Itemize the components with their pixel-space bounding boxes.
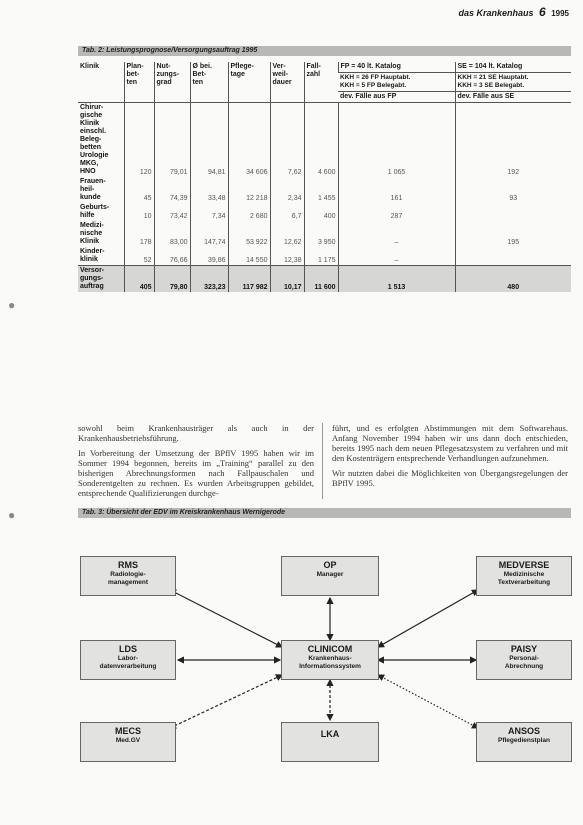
table-cell: 6,7 bbox=[270, 203, 304, 221]
table-cell: – bbox=[338, 247, 455, 266]
table-cell: 34 606 bbox=[228, 103, 270, 178]
box-subtitle: Manager bbox=[316, 571, 344, 578]
connector-rms bbox=[170, 590, 282, 647]
table-cell: 83,00 bbox=[154, 221, 190, 247]
paragraph: sowohl beim Krankenhausträger als auch in der Krankenhausbetriebsführung. bbox=[78, 423, 314, 443]
se-cases-header: dev. Fälle aus SE bbox=[455, 92, 571, 103]
table-cell: 405 bbox=[124, 266, 154, 293]
table-cell: 53 922 bbox=[228, 221, 270, 247]
col-header: Ver- weil- dauer bbox=[270, 62, 304, 103]
table-cell: 11 600 bbox=[304, 266, 338, 293]
col-header: Nut- zungs- grad bbox=[154, 62, 190, 103]
table2-caption: Tab. 2: Leistungsprognose/Versorgungsauftrag 1995 bbox=[78, 46, 571, 56]
box-lka bbox=[281, 722, 379, 762]
table-cell: 10 bbox=[124, 203, 154, 221]
box-mecs bbox=[80, 722, 176, 762]
box-subtitle: Personal- Abrechnung bbox=[504, 655, 544, 670]
table-cell: 2 680 bbox=[228, 203, 270, 221]
box-op bbox=[281, 556, 379, 596]
box-rms bbox=[80, 556, 176, 596]
box-lds bbox=[80, 640, 176, 680]
table-cell: 79,01 bbox=[154, 103, 190, 178]
table-cell: 33,48 bbox=[190, 177, 228, 203]
box-title: LDS bbox=[119, 644, 137, 654]
table-cell: 45 bbox=[124, 177, 154, 203]
table-cell: – bbox=[338, 221, 455, 247]
table-cell: 3 950 bbox=[304, 221, 338, 247]
box-subtitle: Med.GV bbox=[115, 737, 141, 744]
journal-name: das Krankenhaus bbox=[458, 8, 534, 18]
box-title: ANSOS bbox=[507, 726, 540, 736]
table-cell: 287 bbox=[338, 203, 455, 221]
table-cell: 7,34 bbox=[190, 203, 228, 221]
box-medverse bbox=[476, 556, 572, 596]
table-cell: 79,80 bbox=[154, 266, 190, 293]
table-cell: 147,74 bbox=[190, 221, 228, 247]
connector-mecs bbox=[170, 675, 282, 728]
box-subtitle: Radiologie- management bbox=[107, 571, 149, 586]
table-cell: 93 bbox=[455, 177, 571, 203]
punch-hole-mark: ● bbox=[8, 508, 16, 522]
issue-number: 6 bbox=[539, 5, 546, 19]
box-title: MECS bbox=[114, 726, 141, 736]
table-cell: 161 bbox=[338, 177, 455, 203]
fp-cases-header: dev. Fälle aus FP bbox=[338, 92, 455, 103]
table-cell: 10,17 bbox=[270, 266, 304, 293]
klinik-cell: Versor- gungs- auftrag bbox=[78, 266, 124, 293]
table-cell: 480 bbox=[455, 266, 571, 293]
table-cell: 323,23 bbox=[190, 266, 228, 293]
table-cell: 192 bbox=[455, 103, 571, 178]
paragraph: Wir nutzten dabei die Möglichkeiten von Übergangsregelungen der BPflV 1995. bbox=[332, 468, 568, 488]
box-subtitle: Krankenhaus- Informationssystem bbox=[299, 655, 361, 670]
box-title: LKA bbox=[320, 729, 340, 739]
table-cell: 178 bbox=[124, 221, 154, 247]
box-title: OP bbox=[323, 560, 337, 570]
table-cell: 1 175 bbox=[304, 247, 338, 266]
box-subtitle: Labor- datenverarbeitung bbox=[99, 655, 157, 670]
table-cell: 12,62 bbox=[270, 221, 304, 247]
table-cell: 1 513 bbox=[338, 266, 455, 293]
klinik-cell: Chirur- gische Klinik einschl. Beleg- betten Urologie MKG, HNO bbox=[80, 104, 109, 175]
paragraph: führt, und es erfolgten Abstimmungen mit dem Softwarehaus. Anfang November 1994 haben wir uns dann doch entschieden, bereits 1995 nach dem neuen Pflegesatzsystem zu verfahren und mit den Kostenträgern entsprechende Verhandlungen aufzunehmen. bbox=[332, 423, 568, 463]
diagram-caption: Tab. 3: Übersicht der EDV im Kreiskrankenhaus Wernigerode bbox=[78, 508, 571, 518]
table-cell: 74,39 bbox=[154, 177, 190, 203]
box-paisy bbox=[476, 640, 572, 680]
col-header: Fall- zahl bbox=[304, 62, 338, 103]
table-cell: 39,86 bbox=[190, 247, 228, 266]
table-cell: 400 bbox=[304, 203, 338, 221]
box-title: CLINICOM bbox=[307, 644, 353, 654]
col-header: Plan- bet- ten bbox=[124, 62, 154, 103]
box-subtitle: Medizinische Textverarbeitung bbox=[497, 571, 551, 586]
se-subheader: KKH = 21 SE Hauptabt. KKH = 3 SE Belegabt. bbox=[455, 73, 571, 92]
table-cell: 120 bbox=[124, 103, 154, 178]
table-cell: 117 982 bbox=[228, 266, 270, 293]
connector-ansos bbox=[378, 675, 478, 728]
table-cell: 4 600 bbox=[304, 103, 338, 178]
table-cell: 94,81 bbox=[190, 103, 228, 178]
table-cell: 1 455 bbox=[304, 177, 338, 203]
table-cell: 76,66 bbox=[154, 247, 190, 266]
col-header: Klinik bbox=[78, 62, 124, 103]
box-title: RMS bbox=[118, 560, 138, 570]
page-number: 1995 bbox=[551, 9, 569, 18]
table-cell: 52 bbox=[124, 247, 154, 266]
box-title: MEDVERSE bbox=[498, 560, 550, 570]
klinik-cell: Medizi- nische Klinik bbox=[80, 222, 104, 245]
box-clinicom bbox=[281, 640, 379, 680]
col-header: Ø bei. Bet- ten bbox=[190, 62, 228, 103]
se-header: SE = 104 lt. Katalog bbox=[455, 62, 571, 73]
connector-medverse bbox=[378, 590, 478, 647]
col-header: Pflege- tage bbox=[228, 62, 270, 103]
table-cell: 73,42 bbox=[154, 203, 190, 221]
table-cell: 12 218 bbox=[228, 177, 270, 203]
table-cell: 195 bbox=[455, 221, 571, 247]
fp-subheader: KKH = 26 FP Hauptabt. KKH = 5 FP Belegabt. bbox=[338, 73, 455, 92]
table-cell: 7,62 bbox=[270, 103, 304, 178]
klinik-cell: Geburts- hilfe bbox=[80, 204, 110, 219]
table-cell: 2,34 bbox=[270, 177, 304, 203]
table-cell: 12,38 bbox=[270, 247, 304, 266]
klinik-cell: Frauen- heil- kunde bbox=[80, 178, 106, 201]
box-subtitle: Pflegedienstplan bbox=[497, 737, 550, 744]
klinik-cell: Kinder- klinik bbox=[80, 248, 105, 263]
fp-header: FP = 40 lt. Katalog bbox=[338, 62, 455, 73]
box-ansos bbox=[476, 722, 572, 762]
table-cell: 1 065 bbox=[338, 103, 455, 178]
table-cell: 14 550 bbox=[228, 247, 270, 266]
paragraph: In Vorbereitung der Umsetzung der BPflV 1995 haben wir im Sommer 1994 begonnen, bereits im „Training“ parallel zu den bisherigen Abrechnungsformen nach Fallpauschalen und Sonderentgelten zu rechnen. Es wurden Arbeitsgruppen gebildet, entsprechende Qualifizierungen durchge- bbox=[78, 448, 314, 498]
punch-hole-mark: ● bbox=[8, 298, 16, 312]
box-title: PAISY bbox=[510, 644, 538, 654]
